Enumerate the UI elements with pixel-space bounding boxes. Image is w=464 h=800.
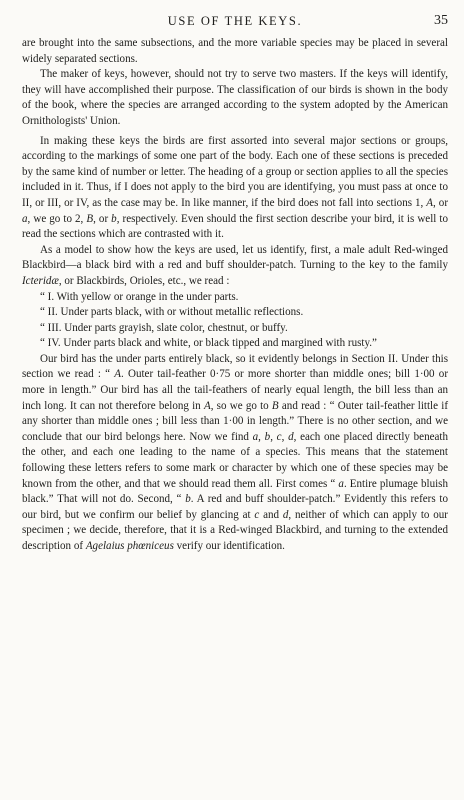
italic-text: a — [252, 430, 259, 443]
body-text — [22, 36, 448, 555]
text-run: , so we go to — [210, 399, 272, 412]
text-run: In making these keys the birds are first assorted into several major sections or groups, according to the markings of some one part of the body. Each one of these sections is preceded by the same kind of number or letter. The heading of a group or section applies to all the species included in it. Thus, if I does not apply to the bird you are identifying, you must pass at once to II, or III, or IV, as the case may be. In like manner, if the bird does not fall into sections 1, — [22, 134, 448, 209]
italic-text: b — [264, 430, 271, 443]
page-number: 35 — [434, 13, 448, 28]
paragraph-q2 — [22, 305, 448, 321]
text-run: and read : “ Outer tail-feather little if any shorter than middle ones ; bill less than 1·00 in length.” There is no other section, and we conclude that our bird belongs here. Now we find — [22, 399, 448, 443]
paragraph-p3 — [22, 134, 448, 243]
text-run: The maker of keys, however, should not try to serve two masters. If the keys will identify, they will have accomplished their purpose. The classification of our birds is shown in the body of the book, where the species are arranged according to the system adopted by the American Ornithologists' Union. — [22, 68, 448, 127]
text-run: “ IV. Under parts black and white, or black tipped and margined with rusty.” — [40, 337, 377, 350]
paragraph-p5 — [22, 352, 448, 555]
text-run: Our bird has the under parts entirely black, so it evidently belongs in Section II. Under this section we read : “ — [22, 352, 448, 381]
italic-text: Icteridæ — [22, 274, 59, 287]
italic-text: b — [185, 493, 191, 506]
paragraph-p4 — [22, 243, 448, 290]
text-run: , we go to 2, — [27, 212, 87, 225]
paragraph-q1 — [22, 290, 448, 306]
text-run: “ III. Under parts grayish, slate color, chestnut, or buffy. — [40, 321, 288, 334]
text-run: As a model to show how the keys are used, let us identify, first, a male adult Red-winged Blackbird—a black bird with a red and buff shoulder-patch. Turning to the key to the family — [22, 243, 448, 272]
italic-text: d — [288, 430, 294, 443]
text-run: . A red and buff shoulder-patch.” Evidently this refers to our bird, but we confirm our belief by glancing at — [22, 493, 448, 521]
text-run: , — [281, 430, 289, 443]
italic-text: A — [114, 368, 121, 381]
italic-text: A — [426, 196, 434, 209]
paragraph-q3 — [22, 321, 448, 337]
italic-text: Agelaius phœniceus — [85, 540, 174, 552]
text-run: , or Blackbirds, Orioles, etc., we read : — [58, 274, 230, 287]
italic-text: a — [22, 212, 28, 225]
page-header — [22, 12, 448, 36]
text-run: , — [258, 430, 265, 443]
paragraph-p1 — [22, 36, 448, 67]
text-run: , each one placed directly beneath the other, and each one leading to the name of a species. This means that the statement following these letters refers to some mark or character by which one of these species may be known from the other, and that we should read them all. First comes “ — [22, 430, 449, 490]
italic-text: d — [282, 508, 289, 521]
running-head: USE OF THE KEYS. — [167, 14, 303, 28]
text-run: . Entire plumage bluish black.” That will not do. Second, “ — [22, 477, 448, 506]
text-run: , — [270, 430, 277, 443]
text-run: , neither of which can apply to our specimen ; we decide, therefore, that it is a Red-winged Blackbird, and turning to the extended description of — [22, 508, 448, 552]
text-run: “ II. Under parts black, with or without metallic reflections. — [40, 306, 304, 319]
italic-text: b — [111, 212, 117, 225]
italic-text: B — [86, 212, 94, 225]
italic-text: A — [203, 399, 211, 412]
text-run: . Outer tail-feather 0·75 or more shorter than middle ones; bill 1·00 or more in length.” Our bird has all the tail-feathers of nearly equal length, the bill less than an inch long. It can not therefore belong in — [22, 368, 448, 412]
italic-text: c — [254, 508, 260, 521]
paragraph-q4 — [22, 336, 448, 352]
text-run: , or — [93, 212, 112, 225]
text-run: verify our identification. — [173, 540, 285, 552]
text-run: “ I. With yellow or orange in the under parts. — [40, 290, 239, 303]
italic-text: B — [271, 399, 279, 412]
text-run: , respectively. Even should the first section describe your bird, it is well to read the sections which are contrasted with it. — [22, 212, 448, 241]
text-run: are brought into the same subsections, and the more variable species may be placed in several widely separated sections. — [22, 37, 448, 65]
italic-text: a — [338, 477, 344, 490]
text-run: and — [259, 508, 283, 521]
italic-text: c — [276, 430, 282, 443]
text-run: , or — [433, 196, 448, 209]
paragraph-p2 — [22, 67, 448, 129]
